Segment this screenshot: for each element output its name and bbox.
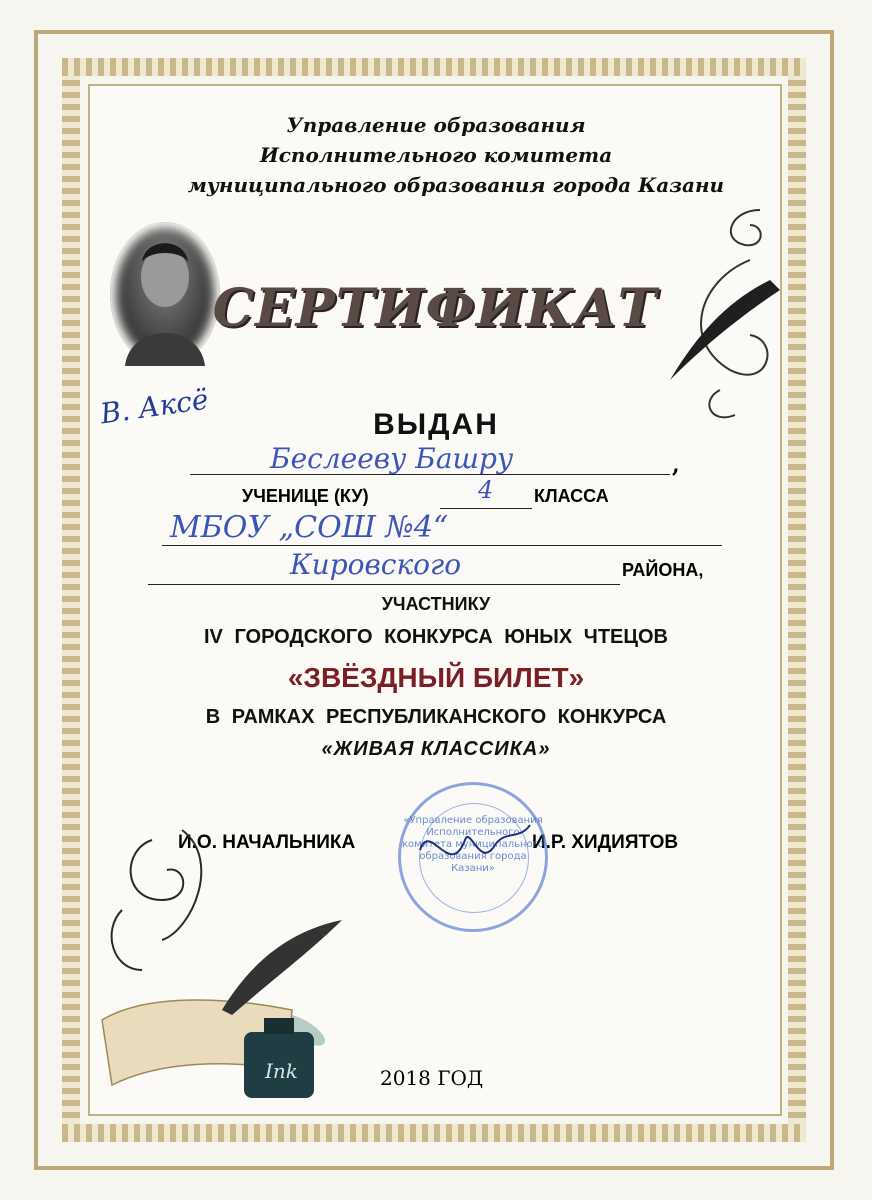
- contest-line: IV ГОРОДСКОГО КОНКУРСА ЮНЫХ ЧТЕЦОВ: [204, 626, 668, 648]
- school-line: [162, 545, 722, 546]
- school-name: МБОУ „СОШ №4“: [170, 510, 449, 545]
- grade-line: [440, 508, 532, 509]
- district-line: [148, 584, 620, 585]
- framework-name: «ЖИВАЯ КЛАССИКА»: [321, 738, 551, 760]
- signatory-position: И.О. НАЧАЛЬНИКА: [178, 832, 356, 853]
- feather-quill-icon: [222, 920, 342, 1015]
- quill-icon: [670, 280, 780, 380]
- inkwell-ornament: [92, 820, 352, 1120]
- issuer-line-3: муниципального образования города Казани: [187, 173, 725, 197]
- certificate-title: СЕРТИФИКАТ: [212, 278, 658, 339]
- district-name: Кировского: [290, 548, 462, 581]
- issuer-line-1: Управление образования: [286, 113, 586, 137]
- recipient-comma: ,: [672, 452, 680, 478]
- issued-label: ВЫДАН: [373, 408, 499, 441]
- recipient-name: Беслееву Башру: [270, 442, 514, 475]
- year-label: 2018 ГОД: [380, 1066, 484, 1090]
- class-label: КЛАССА: [534, 486, 609, 506]
- district-label: РАЙОНА,: [622, 560, 704, 580]
- participant-label: УЧАСТНИКУ: [381, 594, 491, 614]
- ink-label: Ink: [265, 1059, 298, 1083]
- autograph-signature: В. Аксё: [98, 382, 211, 431]
- stamp-text: «Управление образования Исполнительного комитета муниципального образования города Казани»: [401, 815, 545, 874]
- grade-value: 4: [478, 476, 494, 504]
- director-signature: [410, 810, 540, 890]
- framework-line: В РАМКАХ РЕСПУБЛИКАНСКОГО КОНКУРСА: [205, 706, 667, 728]
- issuer-line-2: Исполнительного комитета: [259, 143, 613, 167]
- student-label: УЧЕНИЦЕ (КУ): [242, 486, 369, 506]
- contest-name: «ЗВЁЗДНЫЙ БИЛЕТ»: [287, 662, 585, 693]
- signatory-name: И.Р. ХИДИЯТОВ: [532, 832, 679, 853]
